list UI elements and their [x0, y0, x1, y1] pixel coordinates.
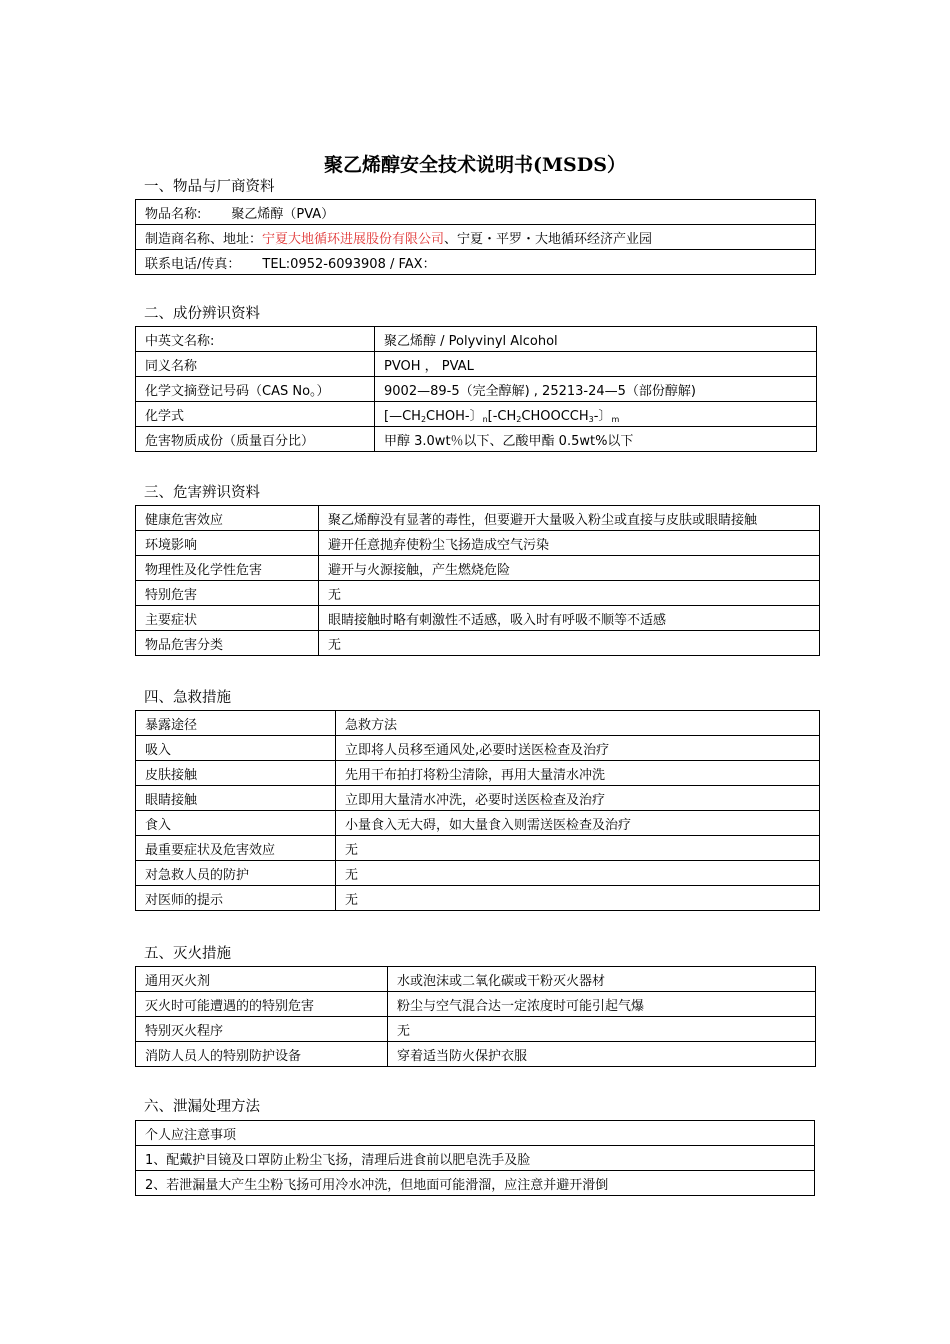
row-key: 灭火时可能遭遇的的特别危害: [136, 992, 388, 1017]
table-product-info: [135, 199, 816, 275]
row-key: 主要症状: [136, 606, 319, 631]
contact-label: 联系电话/传真：: [145, 256, 241, 272]
section-5-heading: 五、灭火措施: [144, 946, 231, 962]
contact-value: TEL:0952-6093908 / FAX：: [262, 256, 436, 272]
table-row: [136, 250, 816, 275]
table-row: [136, 531, 820, 556]
section-3-heading: 三、危害辨识资料: [144, 485, 260, 501]
table-row: [136, 606, 820, 631]
row-key: 通用灭火剂: [136, 967, 388, 992]
table-first-aid: [135, 710, 820, 911]
table-row: [136, 861, 820, 886]
table-row: [136, 506, 820, 531]
table-hazards: [135, 505, 820, 656]
row-key: 物品危害分类: [136, 631, 319, 656]
row-value: PVOH ， PVAL: [375, 352, 817, 377]
table-row: [136, 886, 820, 911]
row-key: 皮肤接触: [136, 761, 336, 786]
row-key: 中英文名称:: [136, 327, 375, 352]
table-row: [136, 811, 820, 836]
chemical-formula: [$—CH_2CHOH-$〕$_n[-CH_2CHOOCCH_3-$〕$_m$: [375, 402, 817, 427]
row-value: 先用干布拍打将粉尘清除，再用大量清水冲洗: [336, 761, 820, 786]
section-6-heading: 六、泄漏处理方法: [144, 1099, 260, 1115]
table-row: [136, 327, 817, 352]
row-value: 立即将人员移至通风处,必要时送医检查及治疗: [336, 736, 820, 761]
table-row: [136, 1171, 815, 1196]
row-value: 甲醇 3.0wt％以下、乙酸甲酯 0.5wt%以下: [375, 427, 817, 452]
row-key: 危害物质成份（质量百分比）: [136, 427, 375, 452]
row-key: 健康危害效应: [136, 506, 319, 531]
row-key: 吸入: [136, 736, 336, 761]
table-row: [136, 225, 816, 250]
row-value: 9002—89-5（完全醇解) , 25213-24—5（部份醇解): [375, 377, 817, 402]
product-name-value: 聚乙烯醇（PVA）: [231, 206, 335, 222]
row-value: 避开任意抛弃使粉尘飞扬造成空气污染: [319, 531, 820, 556]
table-row: [136, 1042, 816, 1067]
table-row: [136, 711, 820, 736]
row-key: 特别危害: [136, 581, 319, 606]
row-value: 急救方法: [336, 711, 820, 736]
table-row: [136, 1146, 815, 1171]
table-row: [136, 200, 816, 225]
row-value: 立即用大量清水冲洗，必要时送医检查及治疗: [336, 786, 820, 811]
row-key: 同义名称: [136, 352, 375, 377]
row-value: 穿着适当防火保护衣服: [388, 1042, 816, 1067]
row-value: 无: [336, 836, 820, 861]
row-key: 暴露途径: [136, 711, 336, 736]
row-value: 无: [336, 886, 820, 911]
row-value: 水或泡沫或二氧化碳或干粉灭火器材: [388, 967, 816, 992]
row-value: 无: [388, 1017, 816, 1042]
section-1-heading: 一、物品与厂商资料: [144, 179, 275, 195]
row-value: 无: [319, 631, 820, 656]
row-key: 化学文摘登记号码（CAS No。）: [136, 377, 375, 402]
section-4-heading: 四、急救措施: [144, 690, 231, 706]
product-name-label: 物品名称:: [145, 206, 202, 222]
row-value: 眼睛接触时略有刺激性不适感，吸入时有呼吸不顺等不适感: [319, 606, 820, 631]
table-spill-handling: [135, 1120, 815, 1196]
product-name-cell: [136, 200, 816, 225]
row-key: 物理性及化学性危害: [136, 556, 319, 581]
table-row: [136, 736, 820, 761]
row-value: 聚乙烯醇没有显著的毒性，但要避开大量吸入粉尘或直接与皮肤或眼睛接触: [319, 506, 820, 531]
row-key: 对急救人员的防护: [136, 861, 336, 886]
row-text: 个人应注意事项: [136, 1121, 815, 1146]
table-row: [136, 377, 817, 402]
table-composition: [135, 326, 817, 452]
manufacturer-cell: [136, 225, 816, 250]
row-key: 环境影响: [136, 531, 319, 556]
table-row: [136, 1121, 815, 1146]
row-key: 食入: [136, 811, 336, 836]
manufacturer-label: 制造商名称、地址：: [145, 231, 263, 247]
section-2-heading: 二、成份辨识资料: [144, 306, 260, 322]
row-value: 无: [319, 581, 820, 606]
row-key: 最重要症状及危害效应: [136, 836, 336, 861]
table-row: [136, 352, 817, 377]
manufacturer-address: 、宁夏・平罗・大地循环经济产业园: [444, 231, 653, 247]
table-row: [136, 761, 820, 786]
row-value: 无: [336, 861, 820, 886]
row-value: 避开与火源接触，产生燃烧危险: [319, 556, 820, 581]
table-row: [136, 967, 816, 992]
row-value: 粉尘与空气混合达一定浓度时可能引起气爆: [388, 992, 816, 1017]
row-key: 化学式: [136, 402, 375, 427]
table-row: [136, 786, 820, 811]
table-row: [136, 836, 820, 861]
row-key: 眼睛接触: [136, 786, 336, 811]
row-key: 消防人员人的特别防护设备: [136, 1042, 388, 1067]
row-key: 对医师的提示: [136, 886, 336, 911]
table-row: [136, 402, 817, 427]
row-key: 特别灭火程序: [136, 1017, 388, 1042]
table-row: [136, 556, 820, 581]
row-value: 小量食入无大碍，如大量食入则需送医检查及治疗: [336, 811, 820, 836]
table-fire-fighting: [135, 966, 816, 1067]
table-row: [136, 427, 817, 452]
manufacturer-company: 宁夏大地循环进展股份有限公司: [262, 231, 445, 247]
table-row: [136, 1017, 816, 1042]
row-text: 2、若泄漏量大产生尘粉飞扬可用冷水冲洗，但地面可能滑溜，应注意并避开滑倒: [136, 1171, 815, 1196]
table-row: [136, 631, 820, 656]
document-title: 聚乙烯醇安全技术说明书(MSDS）: [324, 154, 626, 176]
row-value: 聚乙烯醇 / Polyvinyl Alcohol: [375, 327, 817, 352]
table-row: [136, 581, 820, 606]
contact-cell: [136, 250, 816, 275]
table-row: [136, 992, 816, 1017]
row-text: 1、配戴护目镜及口罩防止粉尘飞扬，清理后进食前以肥皂洗手及脸: [136, 1146, 815, 1171]
